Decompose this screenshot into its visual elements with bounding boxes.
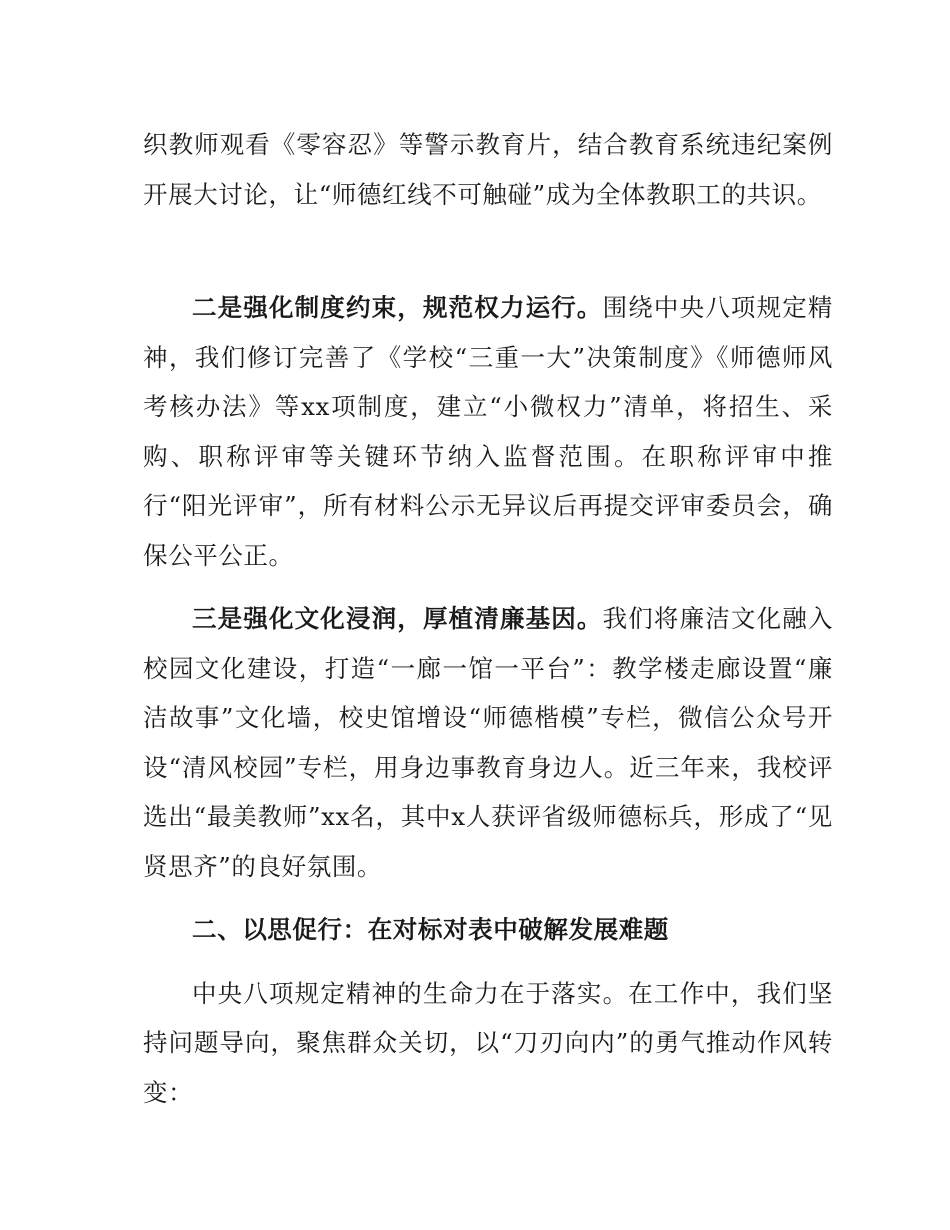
document-page: [143, 120, 833, 1117]
continuation-paragraph: 织教师观看《零容忍》等警示教育片，结合教育系统违纪案例开展大讨论，让“师德红线不可触碰”成为全体教职工的共识。: [143, 130, 833, 209]
section-heading: 二、以思促行：在对标对表中破解发展难题: [192, 915, 669, 944]
point-2-body: 围绕中央八项规定精神，我们修订完善了《学校“三重一大”决策制度》《师德师风考核办法》等xx项制度，建立“小微权力”清单，将招生、采购、职称评审等关键环节纳入监督范围。在职称评审中推行“阳光评审”，所有材料公示无异议后再提交评审委员会，确保公平公正。: [143, 293, 833, 570]
paragraph-spacer: [143, 891, 833, 905]
point-3-lead: 三是强化文化浸润，厚植清廉基因。: [192, 604, 603, 633]
point-3-paragraph: [143, 594, 833, 891]
paragraph-spacer: [143, 955, 833, 969]
point-2-paragraph: [143, 283, 833, 580]
point-3-body: 我们将廉洁文化融入校园文化建设，打造“一廊一馆一平台”：教学楼走廊设置“廉洁故事”文化墙，校史馆增设“师德楷模”专栏，微信公众号开设“清风校园”专栏，用身边事教育身边人。近三年来，我校评选出“最美教师”xx名，其中x人获评省级师德标兵，形成了“见贤思齐”的良好氛围。: [143, 604, 833, 881]
point-2-lead: 二是强化制度约束，规范权力运行。: [192, 293, 603, 322]
section-intro-paragraph: 中央八项规定精神的生命力在于落实。在工作中，我们坚持问题导向，聚焦群众关切，以“刀刃向内”的勇气推动作风转变：: [143, 978, 833, 1107]
paragraph-spacer: [143, 219, 833, 283]
paragraph-spacer: [143, 580, 833, 594]
